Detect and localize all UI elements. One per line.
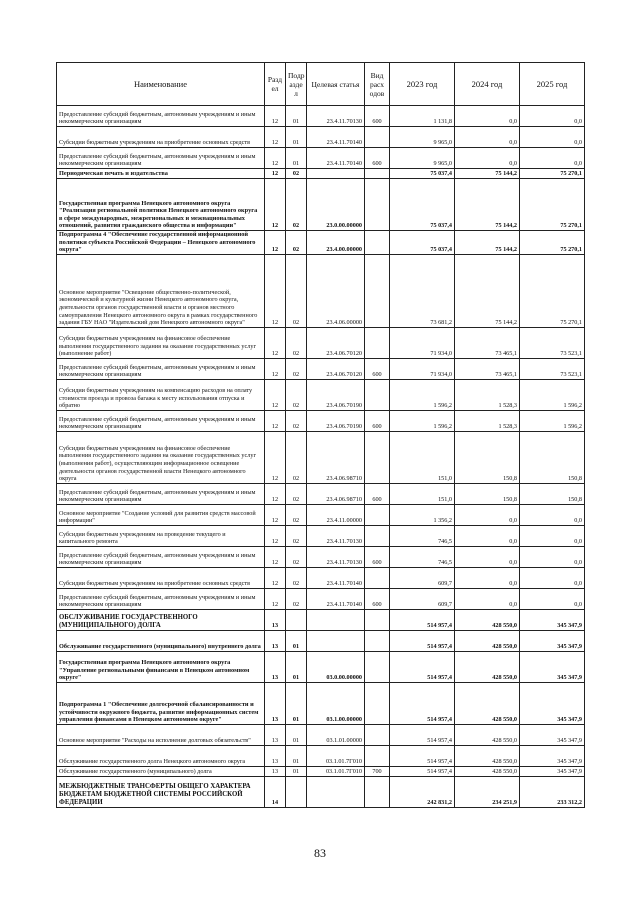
row-value-2025: 0,0: [520, 504, 585, 525]
row-value-2025: 75 270,1: [520, 179, 585, 231]
row-value-2025: 75 270,1: [520, 231, 585, 255]
row-name: Подпрограмма 4 "Обеспечение государственной информационной политики субъекта Российской Федерации – Ненецкого автономного округа": [57, 231, 265, 255]
row-razdel: 12: [265, 379, 286, 410]
row-value-2024: 75 144,2: [455, 179, 520, 231]
row-value-2023: 609,7: [390, 588, 455, 609]
row-podrazdel: 02: [286, 483, 307, 504]
row-razdel: 12: [265, 431, 286, 483]
row-name: Предоставление субсидий бюджетным, автономным учреждениям и иным некоммерческим организациям: [57, 483, 265, 504]
row-value-2025: 0,0: [520, 588, 585, 609]
row-name: Основное мероприятие "Освещение общественно-политической, экономической и культурной жизни Ненецкого автономного округа, деятельности органов государственной власти и органов местного самоуправления Ненецкого автономного округа в рамках государственного задания ГБУ НАО "Издательский дом Ненецкого автономного округа": [57, 254, 265, 327]
row-value-2025: 345 347,9: [520, 724, 585, 745]
row-target-article: 23.4.06.70120: [307, 358, 365, 379]
table-row: [57, 148, 585, 169]
row-value-2025: 75 270,1: [520, 169, 585, 179]
row-name: Субсидии бюджетным учреждениям на компенсацию расходов на оплату стоимости проезда и провоза багажа к месту использования отпуска и обратно: [57, 379, 265, 410]
row-razdel: 12: [265, 546, 286, 567]
row-name: Субсидии бюджетным учреждениям на приобретение основных средств: [57, 567, 265, 588]
row-target-article: 23.4.11.70140: [307, 148, 365, 169]
row-value-2024: 150,8: [455, 483, 520, 504]
row-razdel: 13: [265, 651, 286, 682]
row-name: Субсидии бюджетным учреждениям на проведение текущего и капитального ремонта: [57, 525, 265, 546]
row-target-article: 03.0.00.00000: [307, 651, 365, 682]
row-name: Обслуживание государственного (муниципального) внутреннего долга: [57, 630, 265, 651]
row-value-2024: 75 144,2: [455, 254, 520, 327]
row-podrazdel: 02: [286, 567, 307, 588]
row-value-2023: 746,5: [390, 525, 455, 546]
row-expense-type: 600: [365, 148, 390, 169]
table-row: [57, 724, 585, 745]
row-value-2023: 71 934,0: [390, 327, 455, 358]
row-name: Субсидии бюджетным учреждениям на финансовое обеспечение выполнения государственного задания на оказание государственных услуг (выполнение работ): [57, 327, 265, 358]
row-value-2025: 345 347,9: [520, 630, 585, 651]
row-expense-type: 600: [365, 546, 390, 567]
row-value-2025: 233 312,2: [520, 776, 585, 807]
row-razdel: 12: [265, 588, 286, 609]
row-value-2024: 428 550,0: [455, 651, 520, 682]
row-name: Субсидии бюджетным учреждениям на финансовое обеспечение выполнения государственного задания на оказание государственных услуг (выполнения работ), осуществляющим информационное освещение деятельности органов государственной власти Ненецкого автономного округа: [57, 431, 265, 483]
row-target-article: 23.4.06.70120: [307, 327, 365, 358]
table-header-row: [57, 63, 585, 106]
table-row: [57, 106, 585, 127]
row-target-article: 23.4.06.98710: [307, 483, 365, 504]
row-target-article: 23.0.00.00000: [307, 179, 365, 231]
row-value-2025: 0,0: [520, 525, 585, 546]
row-name: Обслуживание государственного (муниципального) долга: [57, 766, 265, 776]
row-value-2025: 0,0: [520, 127, 585, 148]
row-value-2023: 151,0: [390, 483, 455, 504]
table-row: [57, 231, 585, 255]
row-podrazdel: 02: [286, 231, 307, 255]
row-razdel: 12: [265, 327, 286, 358]
row-razdel: 12: [265, 169, 286, 179]
row-expense-type: [365, 776, 390, 807]
row-value-2025: 345 347,9: [520, 682, 585, 724]
row-razdel: 12: [265, 254, 286, 327]
row-target-article: 03.1.00.00000: [307, 682, 365, 724]
row-value-2025: 345 347,9: [520, 745, 585, 766]
row-value-2025: 150,8: [520, 431, 585, 483]
row-name: Предоставление субсидий бюджетным, автономным учреждениям и иным некоммерческим организациям: [57, 546, 265, 567]
row-target-article: 23.4.11.70130: [307, 106, 365, 127]
row-value-2023: 71 934,0: [390, 358, 455, 379]
table-row: [57, 588, 585, 609]
row-value-2024: 234 251,9: [455, 776, 520, 807]
row-razdel: 13: [265, 766, 286, 776]
row-target-article: 03.1.01.7Г010: [307, 745, 365, 766]
row-razdel: 12: [265, 106, 286, 127]
row-value-2024: 428 550,0: [455, 630, 520, 651]
row-razdel: 12: [265, 148, 286, 169]
row-podrazdel: 02: [286, 410, 307, 431]
row-name: Подпрограмма 1 "Обеспечение долгосрочной сбалансированности и устойчивости окружного бюджета, развитие информационных систем управления финансами в Ненецком автономном округе": [57, 682, 265, 724]
row-razdel: 12: [265, 504, 286, 525]
row-value-2024: 73 465,1: [455, 358, 520, 379]
header-name: Наименование: [57, 63, 265, 106]
row-expense-type: [365, 127, 390, 148]
row-podrazdel: [286, 609, 307, 630]
row-podrazdel: [286, 776, 307, 807]
row-target-article: 23.4.11.00000: [307, 504, 365, 525]
row-value-2023: 514 957,4: [390, 630, 455, 651]
row-expense-type: 600: [365, 106, 390, 127]
row-value-2023: 609,7: [390, 567, 455, 588]
row-expense-type: [365, 504, 390, 525]
row-expense-type: [365, 609, 390, 630]
header-podrazdel: Подр азде л: [286, 63, 307, 106]
row-podrazdel: 02: [286, 169, 307, 179]
table-row: [57, 358, 585, 379]
row-podrazdel: 02: [286, 254, 307, 327]
row-value-2025: 0,0: [520, 106, 585, 127]
row-razdel: 13: [265, 630, 286, 651]
row-name: Субсидии бюджетным учреждениям на приобретение основных средств: [57, 127, 265, 148]
row-razdel: 13: [265, 745, 286, 766]
row-podrazdel: 02: [286, 546, 307, 567]
row-target-article: 23.4.11.70140: [307, 127, 365, 148]
header-2024: 2024 год: [455, 63, 520, 106]
header-expense-type: Вид расх одов: [365, 63, 390, 106]
row-expense-type: [365, 651, 390, 682]
row-value-2023: 73 681,2: [390, 254, 455, 327]
row-target-article: 23.4.06.70190: [307, 379, 365, 410]
row-value-2024: 0,0: [455, 525, 520, 546]
row-value-2025: 75 270,1: [520, 254, 585, 327]
row-podrazdel: 01: [286, 766, 307, 776]
row-name: Предоставление субсидий бюджетным, автономным учреждениям и иным некоммерческим организациям: [57, 106, 265, 127]
row-podrazdel: 01: [286, 682, 307, 724]
row-razdel: 12: [265, 179, 286, 231]
row-podrazdel: 02: [286, 525, 307, 546]
row-expense-type: 600: [365, 410, 390, 431]
row-podrazdel: 01: [286, 651, 307, 682]
row-value-2024: 428 550,0: [455, 724, 520, 745]
row-value-2024: 73 465,1: [455, 327, 520, 358]
row-name: Обслуживание государственного долга Ненецкого автономного округа: [57, 745, 265, 766]
row-target-article: 23.4.11.70130: [307, 525, 365, 546]
row-expense-type: 600: [365, 483, 390, 504]
row-target-article: 23.4.00.00000: [307, 231, 365, 255]
row-name: Предоставление субсидий бюджетным, автономным учреждениям и иным некоммерческим организациям: [57, 588, 265, 609]
row-expense-type: [365, 745, 390, 766]
row-value-2023: 514 957,4: [390, 609, 455, 630]
row-razdel: 12: [265, 410, 286, 431]
row-value-2025: 73 523,1: [520, 358, 585, 379]
row-razdel: 12: [265, 127, 286, 148]
table-row: [57, 567, 585, 588]
row-value-2024: 428 550,0: [455, 745, 520, 766]
row-target-article: 23.4.11.70140: [307, 588, 365, 609]
row-value-2024: 428 550,0: [455, 766, 520, 776]
row-value-2023: 9 965,0: [390, 148, 455, 169]
row-name: Предоставление субсидий бюджетным, автономным учреждениям и иным некоммерческим организациям: [57, 148, 265, 169]
row-expense-type: [365, 179, 390, 231]
table-row: [57, 525, 585, 546]
row-target-article: 23.4.06.00000: [307, 254, 365, 327]
row-expense-type: [365, 169, 390, 179]
row-target-article: 03.1.01.00000: [307, 724, 365, 745]
row-expense-type: [365, 630, 390, 651]
budget-sheet: [56, 62, 584, 808]
row-value-2025: 0,0: [520, 148, 585, 169]
row-value-2024: 0,0: [455, 127, 520, 148]
row-podrazdel: 02: [286, 588, 307, 609]
row-target-article: [307, 630, 365, 651]
row-value-2025: 1 596,2: [520, 410, 585, 431]
header-target-article: Целевая статья: [307, 63, 365, 106]
row-razdel: 12: [265, 231, 286, 255]
row-podrazdel: 01: [286, 106, 307, 127]
row-value-2023: 75 037,4: [390, 169, 455, 179]
row-value-2023: 514 957,4: [390, 766, 455, 776]
row-value-2023: 242 831,2: [390, 776, 455, 807]
row-value-2023: 1 131,8: [390, 106, 455, 127]
row-value-2024: 75 144,2: [455, 169, 520, 179]
row-value-2025: 1 596,2: [520, 379, 585, 410]
row-razdel: 12: [265, 358, 286, 379]
row-razdel: 13: [265, 609, 286, 630]
row-expense-type: [365, 567, 390, 588]
row-target-article: 03.1.01.7Г010: [307, 766, 365, 776]
table-row: [57, 379, 585, 410]
row-podrazdel: 01: [286, 745, 307, 766]
row-name: Государственная программа Ненецкого автономного округа "Управление региональными финансами в Ненецком автономном округе": [57, 651, 265, 682]
table-row: [57, 327, 585, 358]
table-row: [57, 410, 585, 431]
row-value-2024: 1 528,3: [455, 410, 520, 431]
row-value-2024: 150,8: [455, 431, 520, 483]
row-expense-type: [365, 525, 390, 546]
row-podrazdel: 02: [286, 327, 307, 358]
row-razdel: 14: [265, 776, 286, 807]
row-value-2023: 1 596,2: [390, 379, 455, 410]
row-value-2025: 0,0: [520, 567, 585, 588]
row-value-2023: 75 037,4: [390, 179, 455, 231]
table-row: [57, 651, 585, 682]
table-row: [57, 504, 585, 525]
table-row: [57, 179, 585, 231]
row-value-2024: 0,0: [455, 546, 520, 567]
row-value-2025: 73 523,1: [520, 327, 585, 358]
table-row: [57, 630, 585, 651]
row-name: МЕЖБЮДЖЕТНЫЕ ТРАНСФЕРТЫ ОБЩЕГО ХАРАКТЕРА БЮДЖЕТАМ БЮДЖЕТНОЙ СИСТЕМЫ РОССИЙСКОЙ ФЕДЕРАЦИИ: [57, 776, 265, 807]
row-expense-type: [365, 379, 390, 410]
row-value-2023: 75 037,4: [390, 231, 455, 255]
row-value-2023: 514 957,4: [390, 745, 455, 766]
row-expense-type: [365, 231, 390, 255]
row-razdel: 12: [265, 483, 286, 504]
row-podrazdel: 02: [286, 504, 307, 525]
table-row: [57, 745, 585, 766]
row-value-2024: 0,0: [455, 588, 520, 609]
row-target-article: 23.4.11.70140: [307, 567, 365, 588]
row-expense-type: 600: [365, 588, 390, 609]
row-podrazdel: 02: [286, 358, 307, 379]
row-expense-type: 700: [365, 766, 390, 776]
row-name: Основное мероприятие "Расходы на исполнение долговых обязательств": [57, 724, 265, 745]
row-expense-type: [365, 254, 390, 327]
row-podrazdel: 01: [286, 148, 307, 169]
table-row: [57, 127, 585, 148]
row-target-article: [307, 169, 365, 179]
budget-table: [56, 62, 585, 808]
row-value-2023: 514 957,4: [390, 682, 455, 724]
table-row: [57, 766, 585, 776]
row-expense-type: [365, 327, 390, 358]
row-expense-type: [365, 724, 390, 745]
row-name: Основное мероприятие "Создание условий для развития средств массовой информации": [57, 504, 265, 525]
row-value-2023: 1 356,2: [390, 504, 455, 525]
row-value-2025: 150,8: [520, 483, 585, 504]
row-name: Периодическая печать и издательства: [57, 169, 265, 179]
row-podrazdel: 02: [286, 431, 307, 483]
table-body: [57, 106, 585, 808]
table-row: [57, 483, 585, 504]
row-razdel: 12: [265, 525, 286, 546]
row-razdel: 12: [265, 567, 286, 588]
row-podrazdel: 01: [286, 724, 307, 745]
row-target-article: [307, 609, 365, 630]
row-razdel: 13: [265, 724, 286, 745]
row-value-2023: 746,5: [390, 546, 455, 567]
row-podrazdel: 02: [286, 179, 307, 231]
table-row: [57, 169, 585, 179]
row-name: Предоставление субсидий бюджетным, автономным учреждениям и иным некоммерческим организациям: [57, 358, 265, 379]
row-value-2024: 1 528,3: [455, 379, 520, 410]
row-target-article: [307, 776, 365, 807]
table-row: [57, 254, 585, 327]
row-name: Предоставление субсидий бюджетным, автономным учреждениям и иным некоммерческим организациям: [57, 410, 265, 431]
table-row: [57, 546, 585, 567]
row-value-2023: 514 957,4: [390, 651, 455, 682]
table-row: [57, 431, 585, 483]
row-value-2024: 0,0: [455, 504, 520, 525]
header-2023: 2023 год: [390, 63, 455, 106]
row-podrazdel: 01: [286, 630, 307, 651]
row-value-2024: 0,0: [455, 148, 520, 169]
page-number: 83: [314, 846, 326, 860]
row-value-2024: 428 550,0: [455, 682, 520, 724]
row-razdel: 13: [265, 682, 286, 724]
row-value-2023: 151,0: [390, 431, 455, 483]
row-target-article: 23.4.06.70190: [307, 410, 365, 431]
row-value-2023: 514 957,4: [390, 724, 455, 745]
header-razdel: Разд ел: [265, 63, 286, 106]
row-podrazdel: 02: [286, 379, 307, 410]
row-value-2024: 0,0: [455, 567, 520, 588]
row-value-2025: 345 347,9: [520, 766, 585, 776]
row-name: Государственная программа Ненецкого автономного округа "Реализация региональной политики Ненецкого автономного округа в сфере международных, межрегиональных и межнациональных отношений, развития гражданского общества и информации": [57, 179, 265, 231]
row-expense-type: [365, 682, 390, 724]
row-value-2025: 345 347,9: [520, 609, 585, 630]
table-row: [57, 682, 585, 724]
row-value-2025: 0,0: [520, 546, 585, 567]
row-name: ОБСЛУЖИВАНИЕ ГОСУДАРСТВЕННОГО (МУНИЦИПАЛЬНОГО) ДОЛГА: [57, 609, 265, 630]
row-value-2024: 0,0: [455, 106, 520, 127]
row-expense-type: [365, 431, 390, 483]
row-value-2023: 9 965,0: [390, 127, 455, 148]
row-value-2024: 75 144,2: [455, 231, 520, 255]
row-expense-type: 600: [365, 358, 390, 379]
row-value-2023: 1 596,2: [390, 410, 455, 431]
row-value-2024: 428 550,0: [455, 609, 520, 630]
table-row: [57, 776, 585, 807]
table-row: [57, 609, 585, 630]
header-2025: 2025 год: [520, 63, 585, 106]
row-target-article: 23.4.11.70130: [307, 546, 365, 567]
row-value-2025: 345 347,9: [520, 651, 585, 682]
row-target-article: 23.4.06.98710: [307, 431, 365, 483]
row-podrazdel: 01: [286, 127, 307, 148]
